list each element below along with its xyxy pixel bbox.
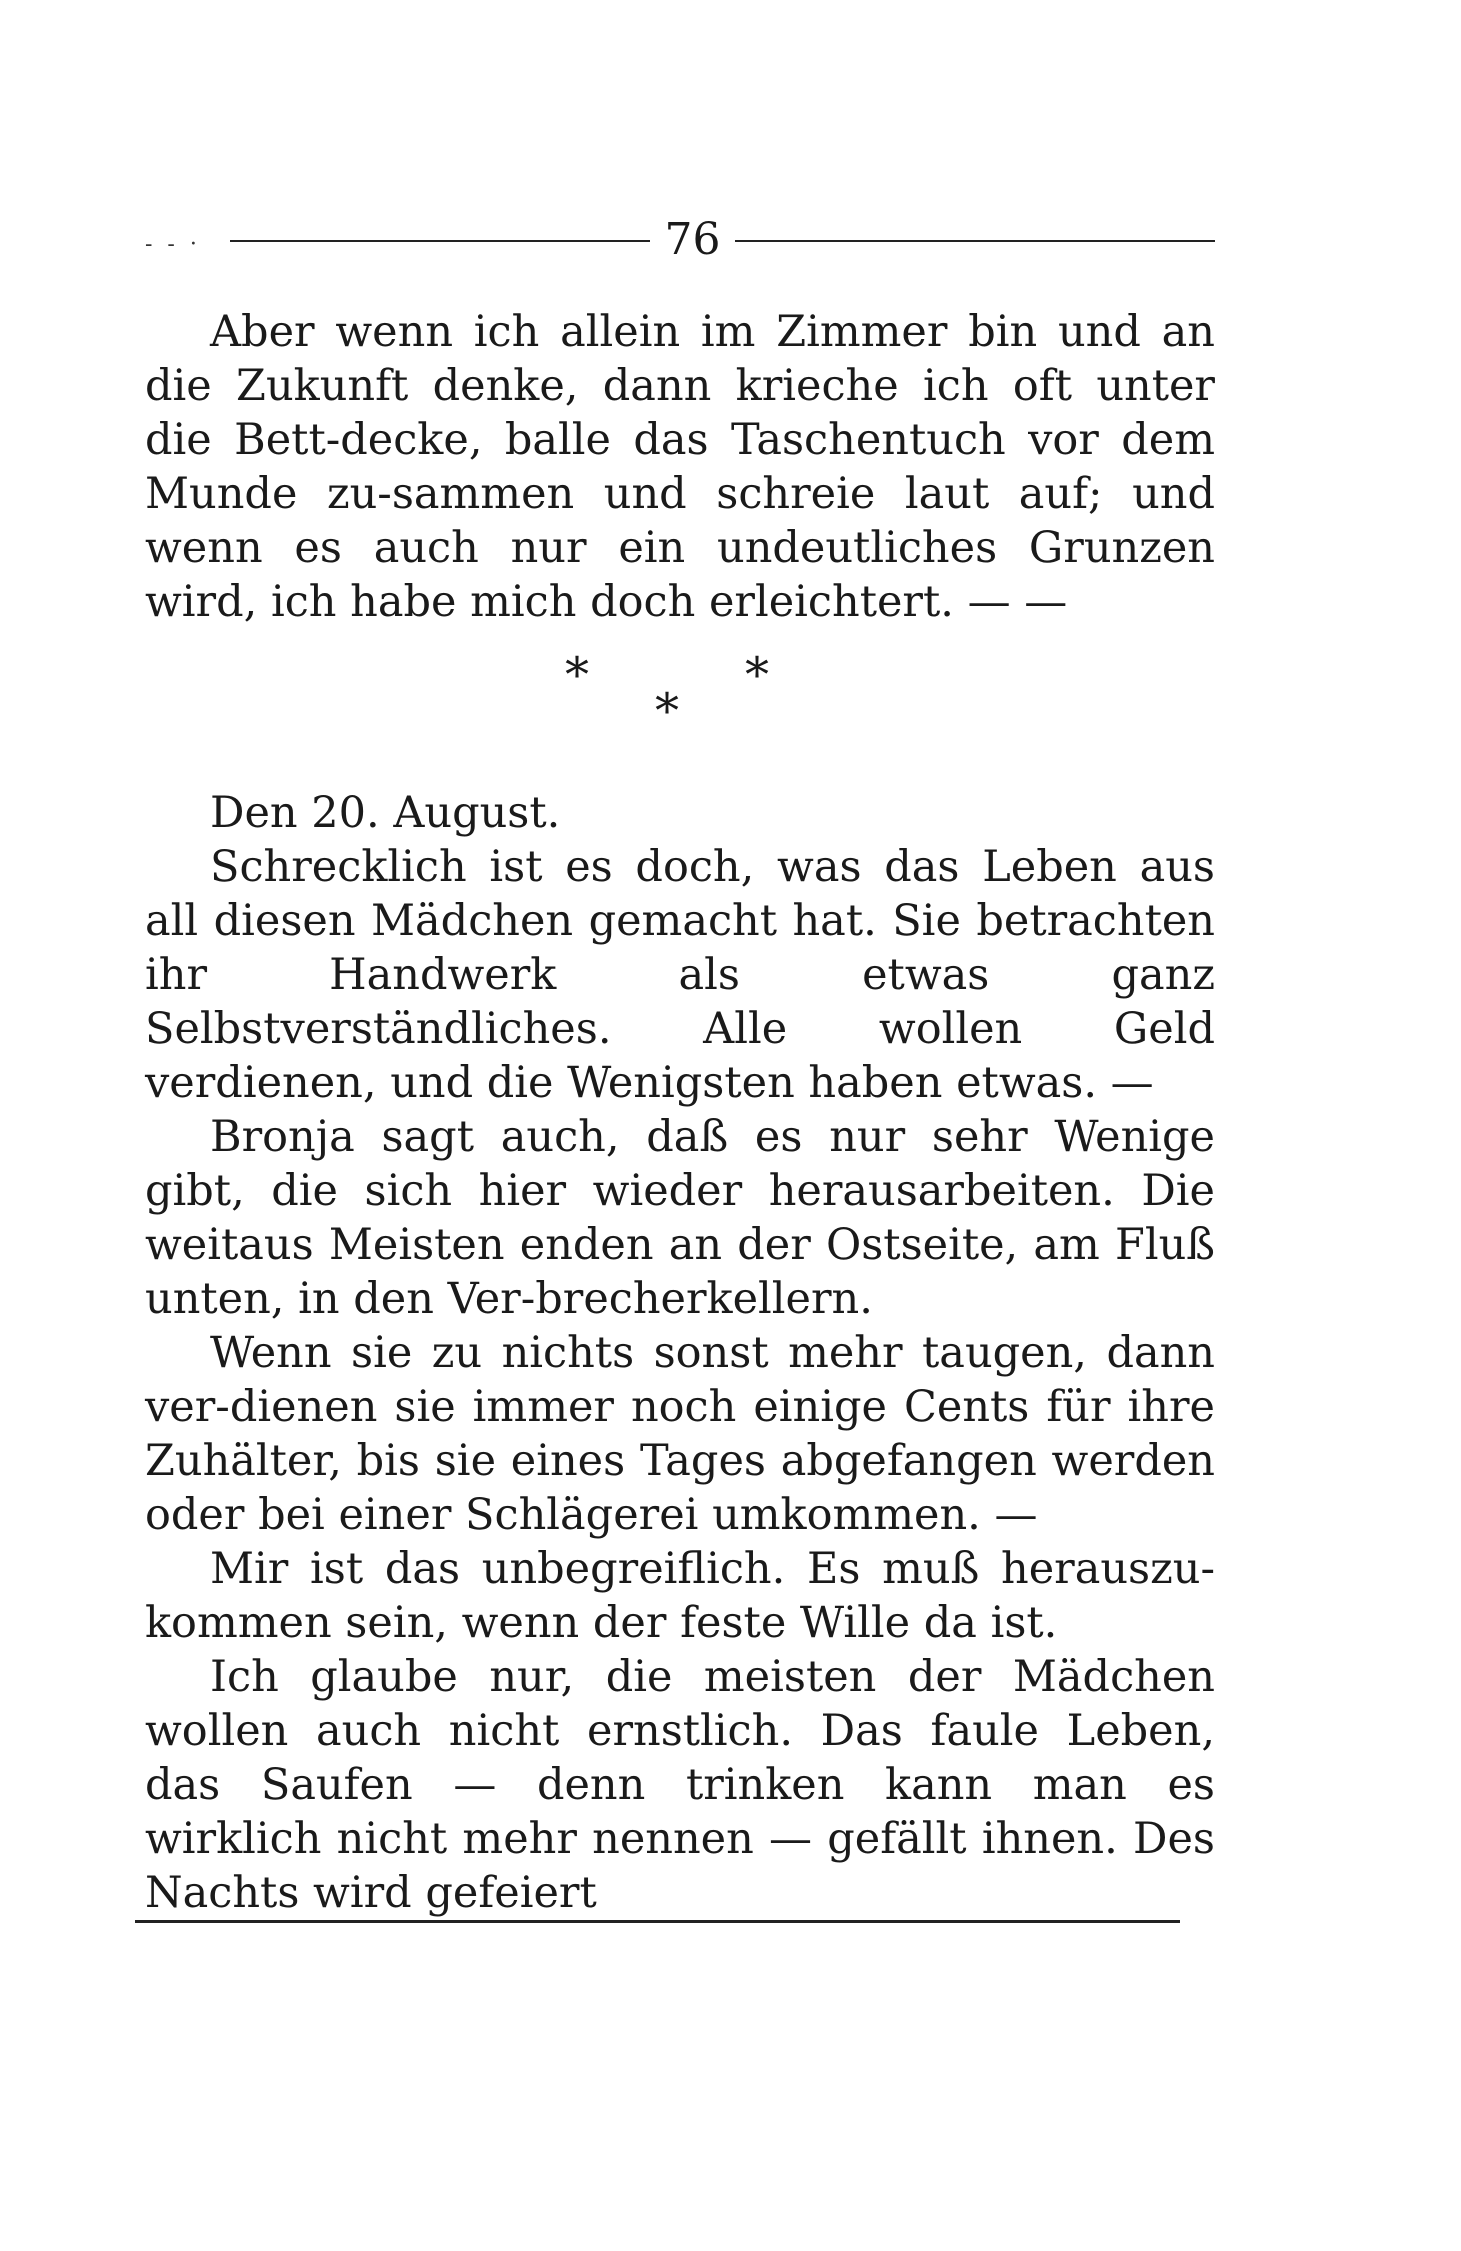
paragraph: Schrecklich ist es doch, was das Leben aus all diesen Mädchen gemacht hat. Sie betrachten ihr Handwerk als etwas ganz Selbstverständliches. Alle wollen Geld verdienen, und die Wenigsten haben etwas. — <box>145 842 1215 1108</box>
header-rule-right <box>735 240 1215 242</box>
paragraph: Aber wenn ich allein im Zimmer bin und an die Zukunft denke, dann krieche ich oft unter die Bett-decke, balle das Taschentuch vor dem Munde zu-sammen und schreie laut auf; und wenn es auch nur ein undeutliches Grunzen wird, ich habe mich doch erleichtert. — — <box>145 307 1215 627</box>
entry-date: Den 20. August. <box>210 788 561 838</box>
paragraph: Wenn sie zu nichts sonst mehr taugen, dann ver-dienen sie immer noch einige Cents für ihre Zuhälter, bis sie eines Tages abgefangen werden oder bei einer Schlägerei umkommen. — <box>145 1328 1215 1540</box>
asterism-star: * <box>565 647 589 703</box>
paragraph: Bronja sagt auch, daß es nur sehr Wenige gibt, die sich hier wieder herausarbeiten. Die weitaus Meisten enden an der Ostseite, am Fluß unten, in den Ver-brecherkellern. <box>145 1112 1215 1324</box>
asterism-star: * <box>655 683 679 739</box>
section-separator <box>145 647 1215 786</box>
header-rule-left <box>230 240 650 242</box>
header-marks: - - · <box>145 232 201 257</box>
paragraph: Mir ist das unbegreiflich. Es muß herauszu-kommen sein, wenn der feste Wille da ist. <box>145 1544 1215 1648</box>
body-text <box>145 305 1215 1920</box>
page-number: 76 <box>664 214 721 265</box>
asterism-star: * <box>745 647 769 703</box>
footer-rule <box>135 1920 1180 1923</box>
paragraph: Ich glaube nur, die meisten der Mädchen wollen auch nicht ernstlich. Das faule Leben, das Saufen — denn trinken kann man es wirklich nicht mehr nennen — gefällt ihnen. Des Nachts wird gefeiert <box>145 1652 1215 1918</box>
page-header <box>145 210 1215 270</box>
